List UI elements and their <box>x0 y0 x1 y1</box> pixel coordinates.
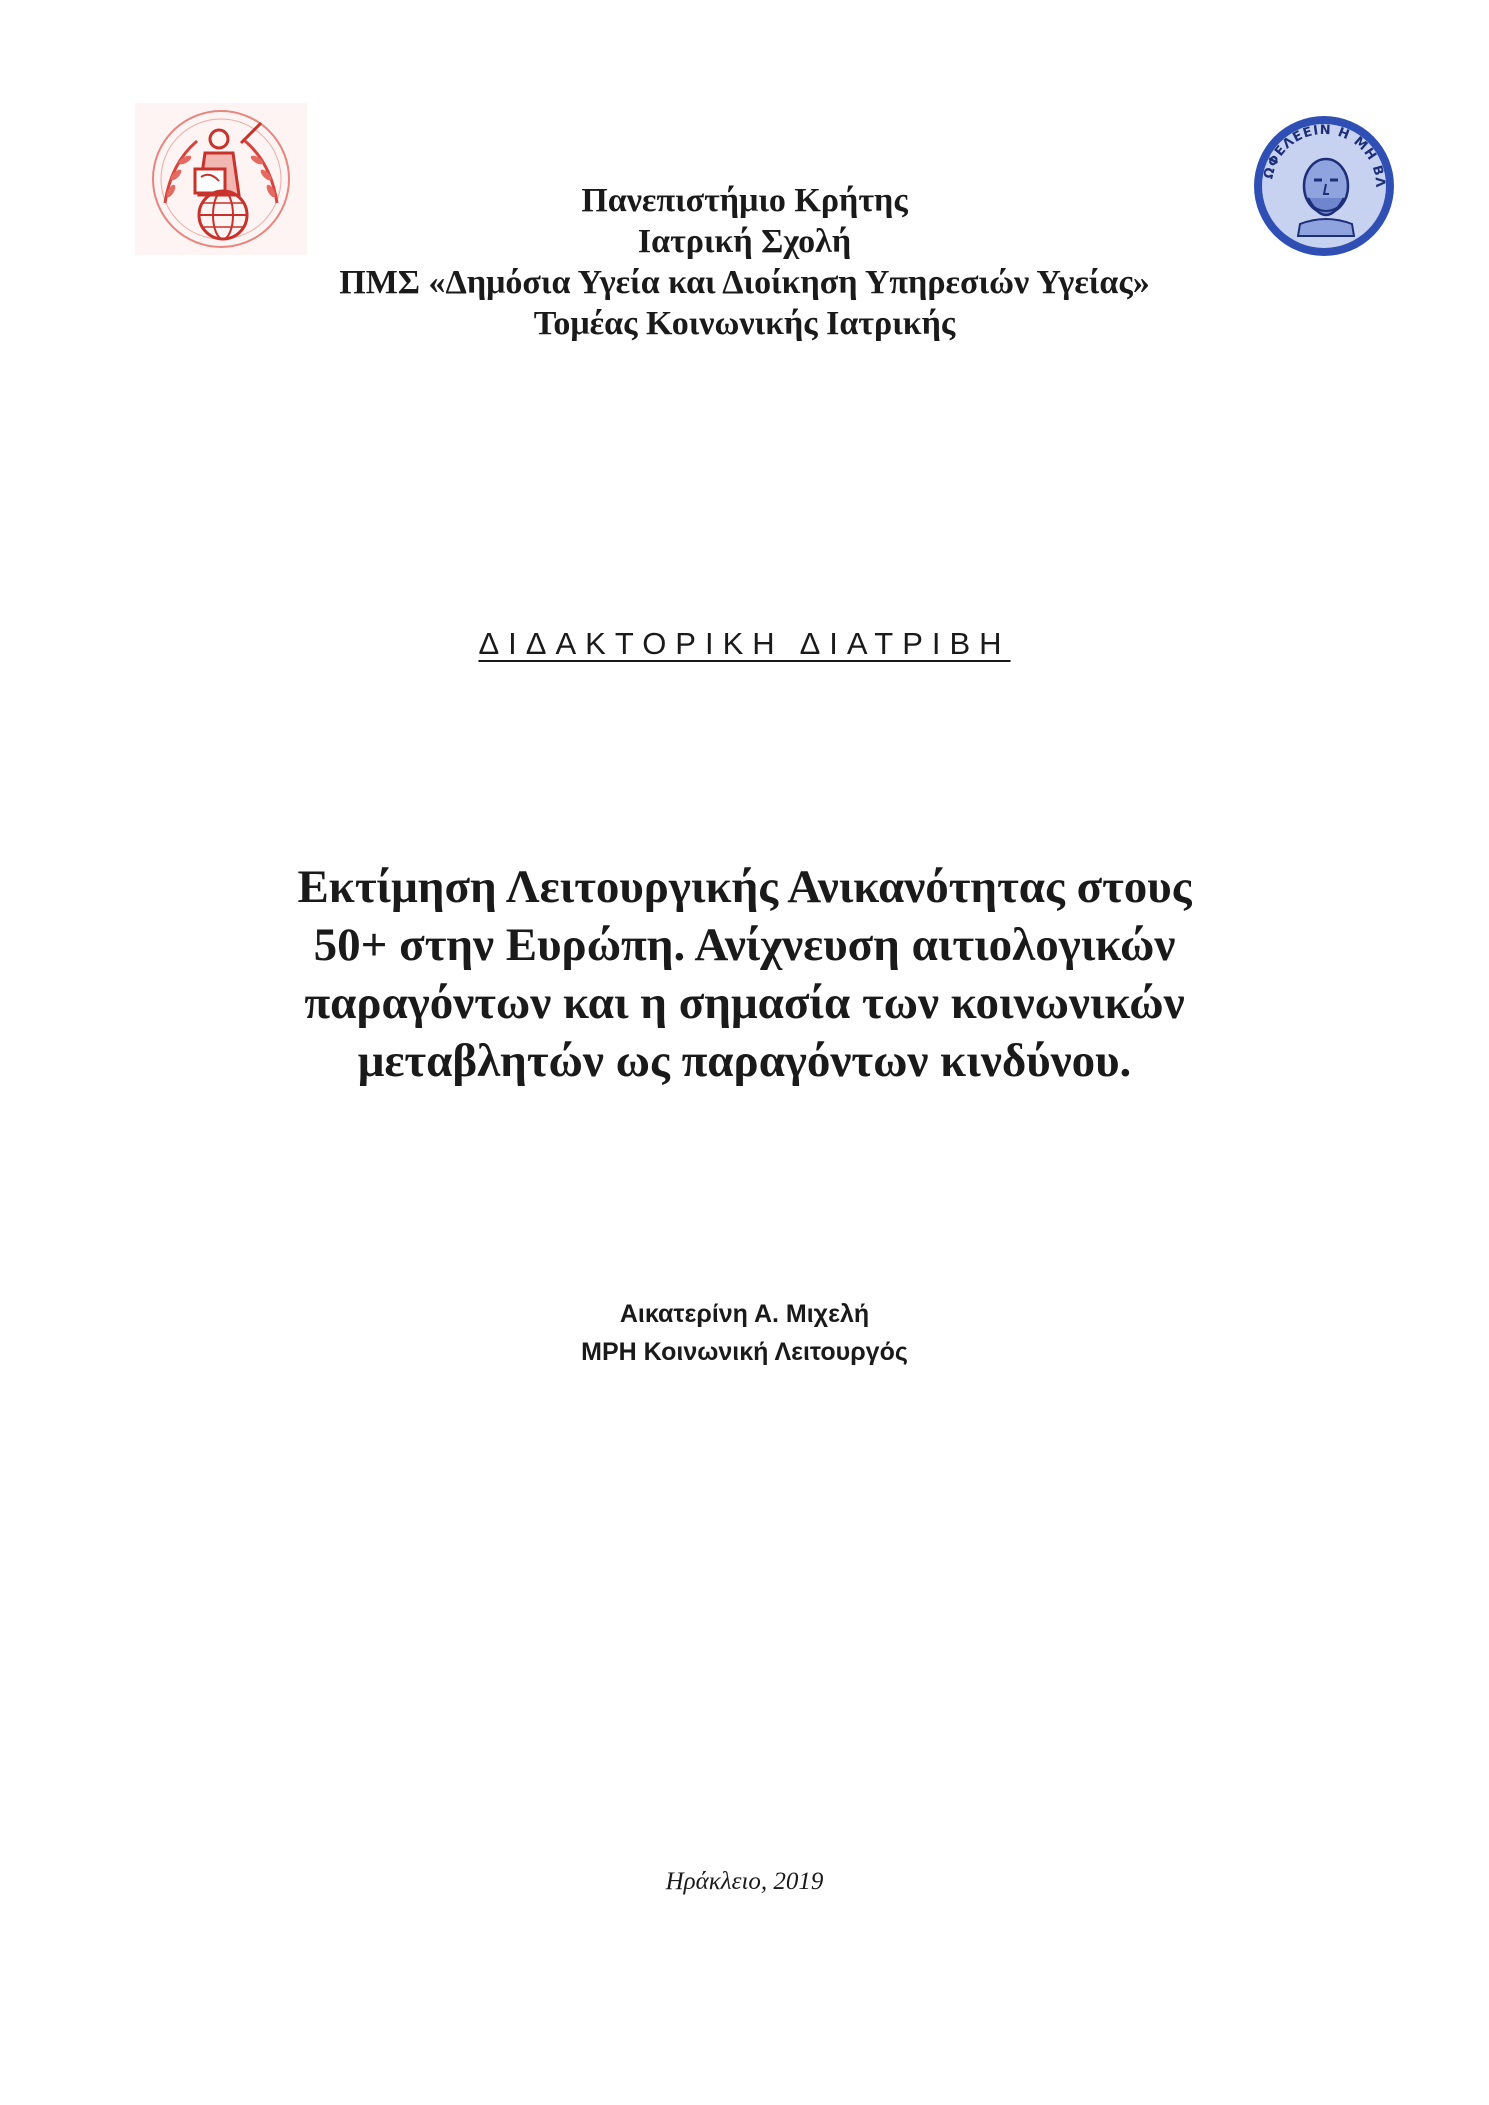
author-name: Αικατερίνη Α. Μιχελή <box>619 1300 870 1328</box>
medal-inscription: ΩΦΕΛΕΕΙΝ Η ΜΗ ΒΛ <box>1261 122 1388 189</box>
title-line: μεταβλητών ως παραγόντων κινδύνου. <box>357 1035 1132 1087</box>
university-name: Πανεπιστήμιο Κρήτης <box>581 182 908 219</box>
school-name: Ιατρική Σχολή <box>637 223 852 260</box>
title-line: 50+ στην Ευρώπη. Ανίχνευση αιτιολογικών <box>313 919 1176 971</box>
document-type: ΔΙΔΑΚΤΟΡΙΚΗ ΔΙΑΤΡΙΒΗ <box>478 626 1011 661</box>
author-credentials: MPH Κοινωνική Λειτουργός <box>581 1338 908 1366</box>
author-block <box>0 1295 1489 1371</box>
thesis-title <box>0 858 1489 1090</box>
title-line: παραγόντων και η σημασία των κοινωνικών <box>304 977 1185 1029</box>
institution-header <box>0 180 1489 344</box>
title-line: Εκτίμηση Λειτουργικής Ανικανότητας στους <box>297 861 1192 913</box>
program-name: ΠΜΣ «Δημόσια Υγεία και Διοίκηση Υπηρεσιών Υγείας» <box>339 264 1150 301</box>
place-date: Ηράκλειο, 2019 <box>665 1868 824 1895</box>
department-name: Τομέας Κοινωνικής Ιατρικής <box>533 305 956 342</box>
